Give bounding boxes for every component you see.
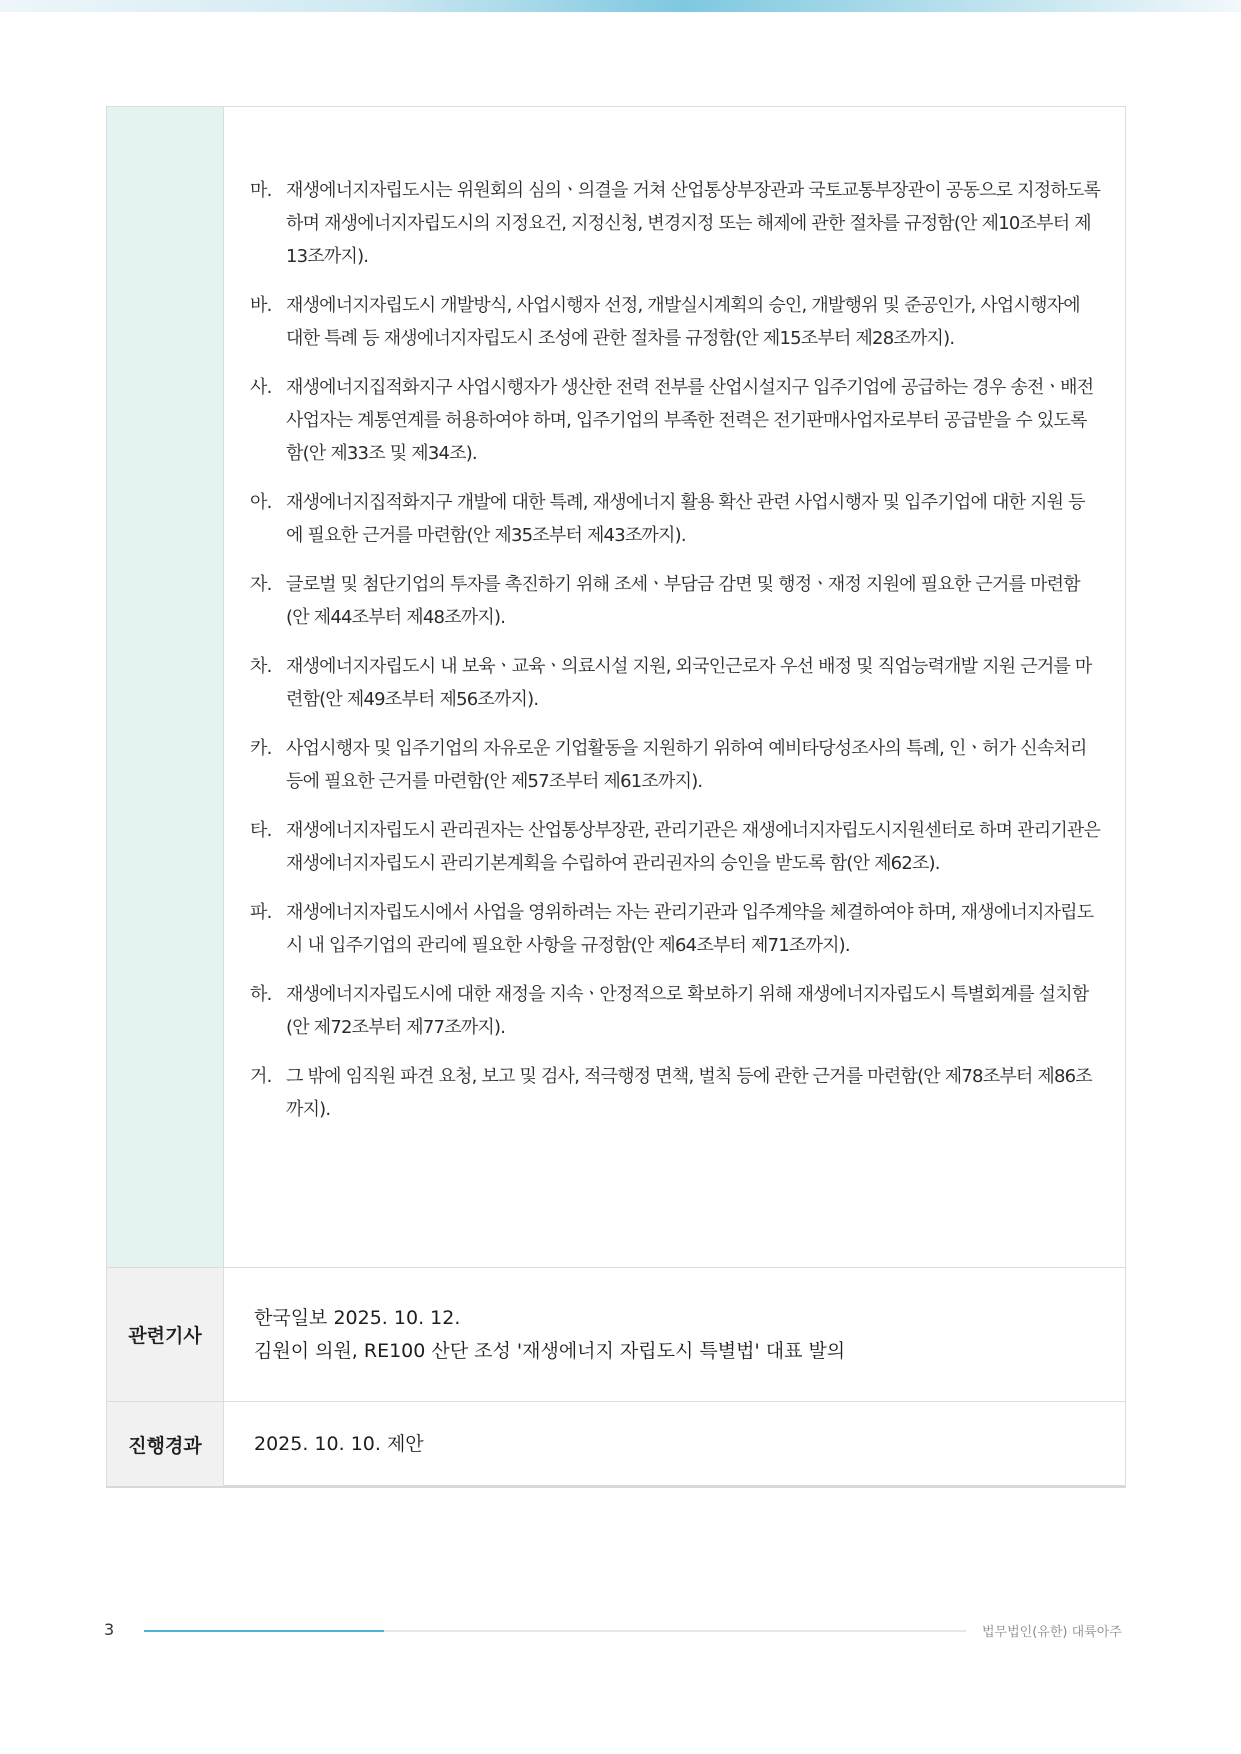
list-item-marker: 카. xyxy=(250,738,272,759)
list-item xyxy=(250,978,1101,1044)
top-gradient-bar xyxy=(0,0,1241,12)
news-source-date: 한국일보 2025. 10. 12. xyxy=(254,1307,461,1329)
list-item-text: 재생에너지자립도시에서 사업을 영위하려는 자는 관리기관과 입주계약을 체결하여야 하며, 재생에너지자립도시 내 입주기업의 관리에 필요한 사항을 규정함(안 제64조부터 제71조까지). xyxy=(286,902,1094,956)
list-item-marker: 마. xyxy=(250,180,272,201)
list-item-text: 그 밖에 임직원 파견 요청, 보고 및 검사, 적극행정 면책, 벌칙 등에 관한 근거를 마련함(안 제78조부터 제86조까지). xyxy=(286,1066,1092,1120)
list-item xyxy=(250,732,1101,798)
list-item-marker: 자. xyxy=(250,574,272,595)
list-item xyxy=(250,814,1101,880)
list-item-marker: 아. xyxy=(250,492,272,513)
footer-firm-name: 법무법인(유한) 대륙아주 xyxy=(982,1625,1122,1640)
list-item-marker: 하. xyxy=(250,984,272,1005)
bill-summary-table xyxy=(106,106,1126,1488)
related-news-content xyxy=(224,1268,1125,1401)
progress-content xyxy=(224,1402,1125,1486)
list-item xyxy=(250,896,1101,962)
summary-item-list xyxy=(250,174,1101,1142)
related-news-row xyxy=(107,1267,1125,1401)
list-item-text: 글로벌 및 첨단기업의 투자를 촉진하기 위해 조세ㆍ부담금 감면 및 행정ㆍ재정 지원에 필요한 근거를 마련함(안 제44조부터 제48조까지). xyxy=(286,574,1080,628)
list-item-marker: 사. xyxy=(250,377,272,398)
list-item xyxy=(250,486,1101,552)
list-item-text: 재생에너지자립도시는 위원회의 심의ㆍ의결을 거쳐 산업통상부장관과 국토교통부장관이 공동으로 지정하도록 하며 재생에너지자립도시의 지정요건, 지정신청, 변경지정 또는 해제에 관한 절차를 규정함(안 제10조부터 제13조까지). xyxy=(286,180,1101,267)
footer-divider xyxy=(144,1630,966,1632)
list-item-text: 재생에너지자립도시 개발방식, 사업시행자 선정, 개발실시계획의 승인, 개발행위 및 준공인가, 사업시행자에 대한 특례 등 재생에너지자립도시 조성에 관한 절차를 규정함(안 제15조부터 제28조까지). xyxy=(286,295,1080,349)
related-news-label: 관련기사 xyxy=(107,1268,224,1401)
progress-text: 2025. 10. 10. 제안 xyxy=(254,1433,424,1455)
footer-divider-accent xyxy=(144,1630,384,1632)
list-item-text: 재생에너지집적화지구 개발에 대한 특례, 재생에너지 활용 확산 관련 사업시행자 및 입주기업에 대한 지원 등에 필요한 근거를 마련함(안 제35조부터 제43조까지). xyxy=(286,492,1085,546)
progress-row xyxy=(107,1401,1125,1486)
list-item-marker: 바. xyxy=(250,295,272,316)
list-item-text: 재생에너지자립도시 관리권자는 산업통상부장관, 관리기관은 재생에너지자립도시지원센터로 하며 관리기관은 재생에너지자립도시 관리기본계획을 수립하여 관리권자의 승인을 받도록 함(안 제62조). xyxy=(286,820,1101,874)
list-item-text: 사업시행자 및 입주기업의 자유로운 기업활동을 지원하기 위하여 예비타당성조사의 특례, 인ㆍ허가 신속처리 등에 필요한 근거를 마련함(안 제57조부터 제61조까지). xyxy=(286,738,1087,792)
list-item xyxy=(250,650,1101,716)
list-item-marker: 차. xyxy=(250,656,272,677)
list-item-marker: 거. xyxy=(250,1066,272,1087)
list-item-text: 재생에너지집적화지구 사업시행자가 생산한 전력 전부를 산업시설지구 입주기업에 공급하는 경우 송전ㆍ배전사업자는 계통연계를 허용하여야 하며, 입주기업의 부족한 전력은 전기판매사업자로부터 공급받을 수 있도록 함(안 제33조 및 제34조). xyxy=(286,377,1094,464)
summary-content-cell xyxy=(224,107,1125,1267)
list-item-text: 재생에너지자립도시에 대한 재정을 지속ㆍ안정적으로 확보하기 위해 재생에너지자립도시 특별회계를 설치함(안 제72조부터 제77조까지). xyxy=(286,984,1089,1038)
progress-label: 진행경과 xyxy=(107,1402,224,1486)
list-item-marker: 파. xyxy=(250,902,272,923)
list-item xyxy=(250,568,1101,634)
list-item xyxy=(250,1060,1101,1126)
summary-label-cell xyxy=(107,107,224,1267)
list-item xyxy=(250,371,1101,470)
list-item-marker: 타. xyxy=(250,820,272,841)
list-item xyxy=(250,289,1101,355)
list-item xyxy=(250,174,1101,273)
page-number: 3 xyxy=(104,1620,115,1639)
news-headline[interactable]: 김원이 의원, RE100 산단 조성 '재생에너지 자립도시 특별법' 대표 발의 xyxy=(254,1340,846,1362)
list-item-text: 재생에너지자립도시 내 보육ㆍ교육ㆍ의료시설 지원, 외국인근로자 우선 배정 및 직업능력개발 지원 근거를 마련함(안 제49조부터 제56조까지). xyxy=(286,656,1092,710)
summary-row xyxy=(107,107,1125,1267)
